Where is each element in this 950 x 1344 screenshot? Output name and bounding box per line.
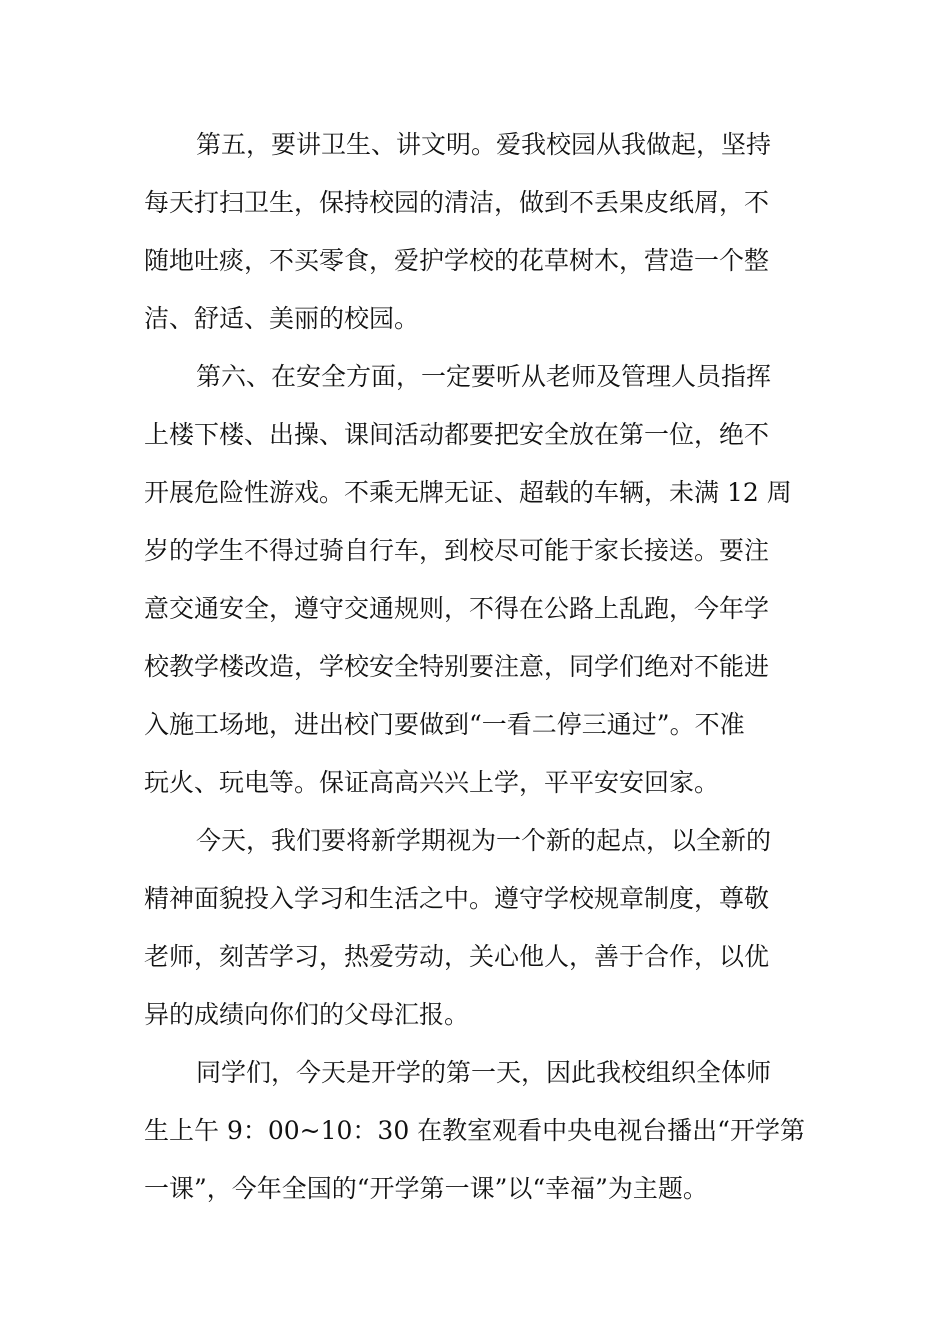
text-line: 玩火、玩电等。保证高高兴兴上学，平平安安回家。 xyxy=(144,768,720,797)
text-line: 第五，要讲卫生、讲文明。爱我校园从我做起，坚持 xyxy=(196,130,772,159)
text-line: 意交通安全，遵守交通规则，不得在公路上乱跑，今年学 xyxy=(144,594,770,623)
paragraph-hygiene xyxy=(144,116,806,348)
paragraph-safety xyxy=(144,348,806,812)
text-line: 精神面貌投入学习和生活之中。遵守学校规章制度，尊敬 xyxy=(144,884,770,913)
text-line: 洁、舒适、美丽的校园。 xyxy=(144,304,420,333)
text-line: 今天，我们要将新学期视为一个新的起点，以全新的 xyxy=(196,826,772,855)
text-line: 生上午 9：00~10：30 在教室观看中央电视台播出“开学第 xyxy=(144,1116,805,1145)
text-line: 入施工场地，进出校门要做到“一看二停三通过”。不准 xyxy=(144,710,745,739)
text-line: 一课”，今年全国的“开学第一课”以“幸福”为主题。 xyxy=(144,1174,708,1203)
text-line: 老师，刻苦学习，热爱劳动，关心他人，善于合作，以优 xyxy=(144,942,770,971)
text-line: 开展危险性游戏。不乘无牌无证、超载的车辆，未满 12 周 xyxy=(144,478,792,507)
text-line: 异的成绩向你们的父母汇报。 xyxy=(144,1000,470,1029)
text-line: 每天打扫卫生，保持校园的清洁，做到不丢果皮纸屑，不 xyxy=(144,188,770,217)
text-line: 同学们，今天是开学的第一天，因此我校组织全体师 xyxy=(196,1058,772,1087)
text-line: 校教学楼改造，学校安全特别要注意，同学们绝对不能进 xyxy=(144,652,770,681)
paragraph-new-semester xyxy=(144,812,806,1044)
paragraph-first-lesson xyxy=(144,1044,806,1218)
document-body xyxy=(144,116,806,1218)
text-line: 第六、在安全方面，一定要听从老师及管理人员指挥 xyxy=(196,362,772,391)
text-line: 岁的学生不得过骑自行车，到校尽可能于家长接送。要注 xyxy=(144,536,770,565)
text-line: 上楼下楼、出操、课间活动都要把安全放在第一位，绝不 xyxy=(144,420,770,449)
text-line: 随地吐痰，不买零食，爱护学校的花草树木，营造一个整 xyxy=(144,246,770,275)
